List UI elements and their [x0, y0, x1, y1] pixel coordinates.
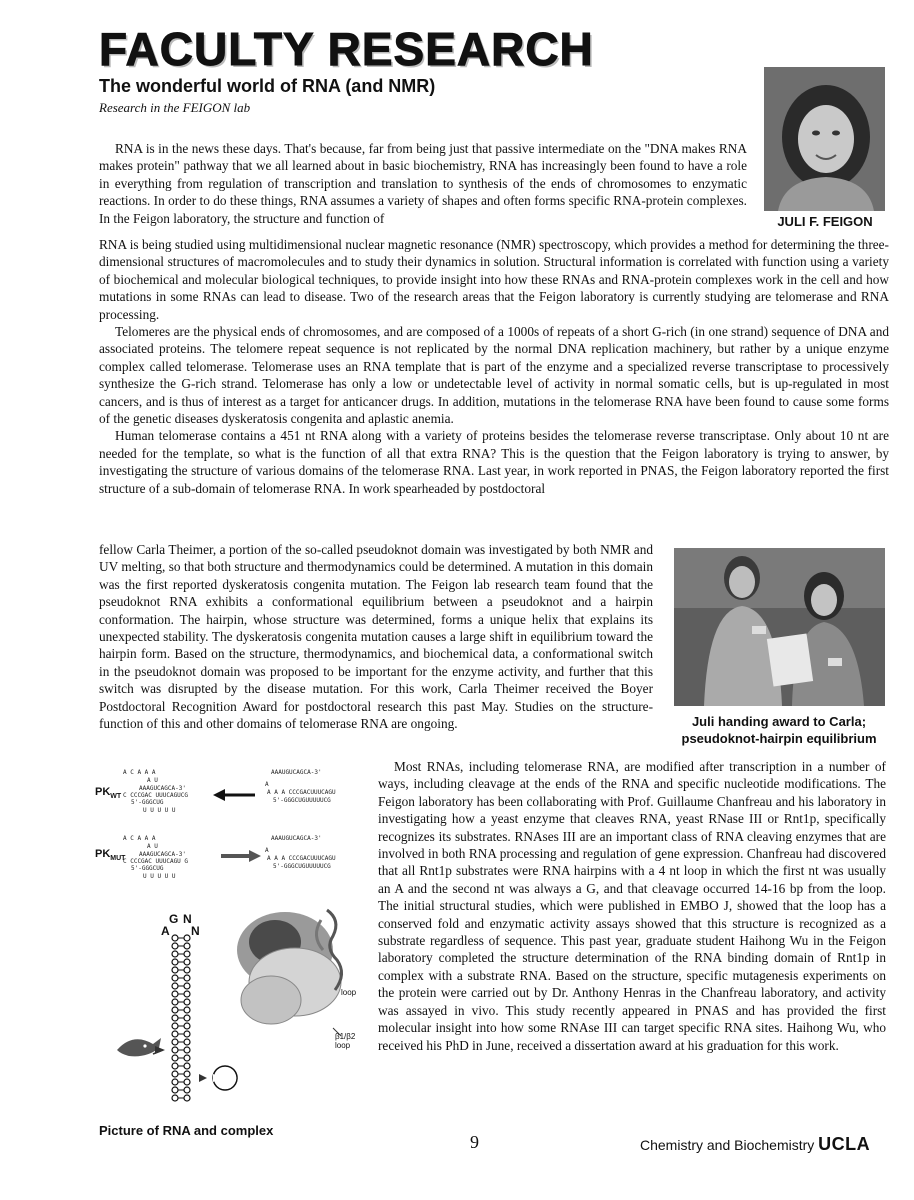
svg-text:AAAGUCAGCA-3': AAAGUCAGCA-3' [139, 785, 186, 792]
figure-caption: Picture of RNA and complex [99, 1123, 274, 1138]
svg-text:U U U U U: U U U U U [143, 807, 176, 814]
article-subtitle: The wonderful world of RNA (and NMR) [99, 76, 436, 96]
page-number: 9 [470, 1132, 479, 1152]
svg-text:5'-GGGCUG: 5'-GGGCUG [131, 799, 164, 806]
svg-text:5'-GGGCUGUUUUUCG: 5'-GGGCUGUUUUUCG [273, 797, 331, 804]
paragraph-carla [99, 541, 653, 732]
paragraph-intro-continued: RNA is being studied using multidimensional nuclear magnetic resonance (NMR) spectroscopy, which provides a method for determining the three-dimensional structures of macromolecules and to study their dynamics in solution. Structural information is correlated with function using a variety of biochemical and molecular biological techniques, to provide insight into how these RNAs and RNA-protein complexes work in the cell and how mutations in some RNAs can lead to disease. Two of the research areas that the Feigon laboratory is currently studying are telomerase and RNA processing. [99, 237, 889, 322]
pk-wt-main: PK [95, 786, 111, 798]
svg-text:AAAUGUCAGCA-3': AAAUGUCAGCA-3' [271, 769, 322, 776]
portrait-caption: JULI F. FEIGON [777, 214, 873, 229]
paragraph-intro [99, 140, 747, 227]
stem-label-a: A [161, 924, 170, 938]
stem-label-n: N [183, 912, 192, 926]
paragraph-rnase [378, 758, 886, 1054]
stem-label-g: G [169, 912, 179, 926]
svg-text:5'-GGGCUGUUUUUCG: 5'-GGGCUGUUUUUCG [273, 863, 331, 870]
svg-text:A C A A A: A C A A A [123, 835, 156, 842]
footer-brand [640, 1134, 870, 1155]
footer-ucla: UCLA [818, 1134, 871, 1154]
paragraph-block-main [99, 236, 889, 497]
stem-label-n2: N [191, 924, 200, 938]
portrait-photo [764, 67, 885, 211]
svg-text:A C A A A: A C A A A [123, 769, 156, 776]
page-title: FACULTY RESEARCH [99, 23, 594, 75]
svg-text:A: A [265, 781, 269, 788]
award-caption-line2: pseudoknot-hairpin equilibrium [681, 731, 877, 746]
paragraph-rnase-text: Most RNAs, including telomerase RNA, are modified after transcription in a number of ways, including cleavage at the ends of the RNA and specific nucleotide modifications. The Feigon laboratory has been collaborating with Prof. Guillaume Chanfreau and his laboratory in investigating how a yeast enzyme that cleaves RNA, yeast RNase III or Rnt1p, specifically recognizes its substrates. RNAses III are an important class of RNA cleaving enzymes that are involved in both RNA processing and regulation of gene expression. Chanfreau had discovered that all Rnt1p substrates were RNA hairpins with a 4 nt loop in which the first nt was usually an A and the second nt was always a G, and that cleavage occurred 14-16 bp from the loop. The initial structural studies, which were published in EMBO J, showed that the loop has a conserved fold and enzymatic activity assays showed that this structure is recognized as a substrate regardless of sequence. This past year, graduate student Haihong Wu in the Feigon laboratory completed the structure determination of the RNA binding domain of Rnt1p in complex with a substrate RNA. Based on the structure, specific mutagenesis experiments on the protein were carried out by Dr. Anthony Henras in the Chanfreau laboratory, and activity was assayed in vivo. This study recently appeared in PNAS and has provided the first molecular insight into how some RNAse III can target specific RNA sites. Haihong Wu, who received his PhD in June, received a dissertation award at his graduation for this work. [378, 759, 886, 1053]
svg-text:A: A [265, 847, 269, 854]
svg-text:5'-GGGCUG: 5'-GGGCUG [131, 865, 164, 872]
svg-text:A A A CCCGACUUUCAGU: A A A CCCGACUUUCAGU [267, 789, 336, 796]
pk-mut-sub: MUT [110, 855, 126, 863]
pk-wt-sub: WT [110, 793, 122, 801]
footer-dept: Chemistry and Biochemistry [640, 1137, 815, 1153]
award-caption-line1: Juli handing award to Carla; [691, 714, 867, 729]
paragraph-carla-text: fellow Carla Theimer, a portion of the so-called pseudoknot domain was investigated by both NMR and UV melting, so that both structure and thermodynamics could be determined. A mutation in this domain was the first reported dyskeratosis congenita mutation. The Feigon lab research team found that the pseudoknot RNA exhibits a conformational equilibrium between a pseudoknot and a hairpin conformation. The hairpin, whose structure was determined, forms a unique helix that explains its unexpected stability. The dyskeratosis congenita mutation causes a large shift in equilibrium toward the hairpin form. Based on the structure, thermodynamics, and biochemical data, a conformational switch in the pseudoknot domain was proposed to be important for the enzyme activity, and further that this switch was disrupted by the disease mutation. For this work, Carla Theimer received the Boyer Postdoctoral Recognition Award for postdoctoral research this past May. Studies on the structure-function of this and other domains of telomerase RNA are ongoing. [99, 542, 653, 732]
svg-text:C CCCGAC UUUCAGU G: C CCCGAC UUUCAGU G [123, 858, 189, 865]
paragraph-telomeres: Telomeres are the physical ends of chromosomes, and are composed of a 1000s of repeats of a short G-rich (in one strand) sequence of DNA and associated proteins. The telomere repeat sequence is not replicated by the normal DNA replication machinery, but rather by a unique enzyme complex called telomerase. Telomerase uses an RNA template that is part of the enzyme and a specialized reverse transcriptase to processively synthesize the G-rich strand. Telomerase has only a low or undetectable level of activity in normal somatic cells, but is up-regulated in most cancers, and is thus of interest as a target for anticancer drugs. In addition, mutations in the telomerase RNA have been found to cause some forms of the genetic diseases dyskeratosis congenita and aplastic anemia. [99, 324, 889, 427]
paragraph-human-telomerase: Human telomerase contains a 451 nt RNA along with a variety of proteins besides the telomerase reverse transcriptase. Only about 10 nt are needed for the template, so what is the function of all that extra RNA? This is the question that the Feigon laboratory is trying to answer, by investigating the structure of various domains of the telomerase RNA. Last year, in work reported in PNAS, the Feigon laboratory reported the first structure of a sub-domain of telomerase RNA. In work spearheaded by postdoctoral [99, 428, 889, 496]
award-photo [674, 548, 885, 706]
svg-text:C CCCGAC UUUCAGUCG: C CCCGAC UUUCAGUCG [123, 792, 189, 799]
beta-loop-label: β1/β2 loop [335, 1032, 356, 1050]
paragraph-intro-text: RNA is in the news these days. That's because, far from being just that passive intermediate on the "DNA makes RNA makes protein" pathway that we all learned about in basic biochemistry, RNA has increasingly been found to have a role in everything from regulation of transcription and translation to synthesis of the ends of chromosomes to enzymatic reactions. In order to do these things, RNA assumes a variety of shapes and often forms specific RNA-protein complexes. In the Feigon laboratory, the structure and function of [99, 141, 747, 226]
svg-text:U U U U U: U U U U U [143, 873, 176, 880]
svg-text:A U: A U [147, 777, 158, 784]
svg-text:AAAUGUCAGCA-3': AAAUGUCAGCA-3' [271, 835, 322, 842]
pk-wt-label [95, 786, 121, 800]
svg-text:AAAGUCAGCA-3': AAAGUCAGCA-3' [139, 851, 186, 858]
svg-text:A U: A U [147, 843, 158, 850]
article-byline: Research in the FEIGON lab [99, 100, 251, 115]
rna-figure [95, 760, 370, 1120]
svg-text:A A A CCCGACUUUCAGU: A A A CCCGACUUUCAGU [267, 855, 336, 862]
pk-mut-label [95, 848, 125, 862]
pk-mut-main: PK [95, 848, 111, 860]
loop-label: loop [341, 988, 357, 997]
award-caption [668, 713, 890, 747]
